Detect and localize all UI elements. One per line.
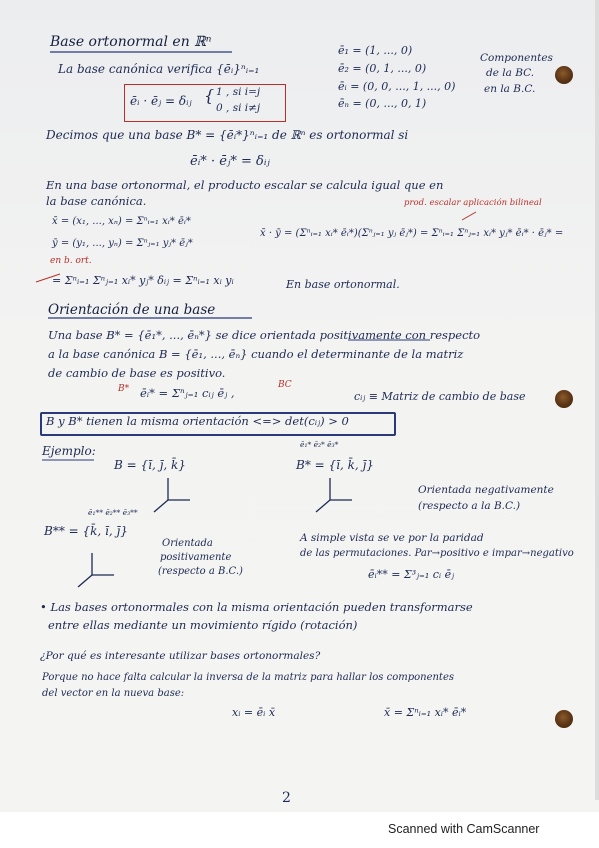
- parity-note-2: de las permutaciones. Par→positivo e impar→negativo: [300, 548, 574, 559]
- canonical-e1: ē₁ = (1, ..., 0): [338, 44, 413, 57]
- bstar-vector-labels: ē₁* ē₂* ē₃*: [300, 440, 339, 449]
- result-note: En base ortonormal.: [286, 278, 400, 291]
- positive-orientation-3: (respecto a B.C.): [158, 566, 243, 577]
- bstarstar-sum: ēᵢ** = Σ³ⱼ₌₁ cᵢ ēⱼ: [368, 568, 455, 581]
- negative-orientation-ref: (respecto a la B.C.): [418, 500, 521, 512]
- answer-line-1: Porque no hace falta calcular la inversa de la matriz para hallar los componentes: [42, 672, 454, 683]
- orientation-line-1: Una base B* = {ē₁*, ..., ēₙ*} se dice orientada positivamente con respecto: [48, 328, 481, 342]
- positive-orientation-2: positivamente: [160, 552, 232, 563]
- page-title: Base ortonormal en ℝⁿ: [50, 34, 212, 50]
- bstarstar-basis-set: B** = {k̄, ī, j̄}: [44, 524, 128, 538]
- scalar-product-line-2: la base canónica.: [46, 194, 147, 208]
- bstar-basis-set: B* = {ī, k̄, j̄}: [296, 458, 374, 472]
- canonical-base-line: La base canónica verifica {ēᵢ}ⁿᵢ₌₁: [58, 62, 260, 76]
- delta-lhs: ēᵢ · ēⱼ = δᵢⱼ: [130, 94, 192, 108]
- scanner-footer: [0, 812, 599, 848]
- rigid-motion-line-2: entre ellas mediante un movimiento rígido (rotación): [48, 618, 358, 632]
- vector-formula: x̄ = Σⁿᵢ₌₁ xᵢ* ēᵢ*: [384, 706, 467, 719]
- orientation-line-3: de cambio de base es positivo.: [48, 366, 226, 380]
- canonical-en: ēₙ = (0, ..., 0, 1): [338, 97, 427, 110]
- canonical-e2: ē₂ = (0, 1, ..., 0): [338, 62, 427, 75]
- change-of-basis-note: cᵢⱼ ≡ Matriz de cambio de base: [354, 390, 526, 403]
- orientation-line-2: a la base canónica B = {ē₁, ..., ēₙ} cuando el determinante de la matriz: [48, 347, 464, 361]
- delta-case-zero: 0 , si i≠j: [216, 102, 261, 114]
- delta-case-one: 1 , si i=j: [216, 86, 261, 98]
- red-label-bstar: B*: [118, 384, 130, 394]
- parity-note-1: A simple vista se ve por la paridad: [300, 532, 484, 544]
- delta-brace: {: [204, 86, 215, 105]
- red-note-bort: en b. ort.: [50, 256, 92, 266]
- scanner-watermark: Scanned with CamScanner: [388, 822, 540, 836]
- question: ¿Por qué es interesante utilizar bases ortonormales?: [40, 650, 321, 662]
- negative-orientation-label: Orientada negativamente: [418, 484, 554, 496]
- heading-orientation: Orientación de una base: [48, 302, 216, 318]
- positive-orientation-1: Orientada: [162, 538, 213, 549]
- red-note-bilinear: prod. escalar aplicación bilineal: [404, 198, 542, 208]
- x-definition: x̄ = (x₁, ..., xₙ) = Σⁿᵢ₌₁ xᵢ* ēᵢ*: [52, 216, 191, 227]
- result-sum: = Σⁿᵢ₌₁ Σⁿⱼ₌₁ xᵢ* yⱼ* δᵢⱼ = Σⁿᵢ₌₁ xᵢ yᵢ: [52, 274, 234, 287]
- scalar-product-line-1: En una base ortonormal, el producto escalar se calcula igual que en: [46, 178, 444, 192]
- component-formula: xᵢ = ēᵢ x̄: [232, 706, 276, 719]
- dot-expansion: x̄ · ȳ = (Σⁿᵢ₌₁ xᵢ* ēᵢ*)(Σⁿⱼ₌₁ yⱼ ēⱼ*) = Σⁿᵢ₌₁ Σⁿⱼ₌₁ xᵢ* yⱼ* ēᵢ* · ēⱼ* =: [260, 228, 564, 239]
- y-definition: ȳ = (y₁, ..., yₙ) = Σⁿⱼ₌₁ yⱼ* ēⱼ*: [52, 238, 193, 249]
- side-note-1: Componentes: [480, 52, 553, 64]
- side-note-3: en la B.C.: [484, 83, 536, 95]
- answer-line-2: del vector en la nueva base:: [42, 688, 185, 699]
- canonical-ei: ēᵢ = (0, 0, ..., 1, ..., 0): [338, 80, 456, 93]
- orientation-theorem: B y B* tienen la misma orientación <=> det(cᵢⱼ) > 0: [46, 414, 349, 428]
- side-note-2: de la BC.: [486, 67, 535, 79]
- orthonormal-condition: ēᵢ* · ēⱼ* = δᵢⱼ: [190, 154, 270, 169]
- rigid-motion-line-1: • Las bases ortonormales con la misma orientación pueden transformarse: [40, 600, 473, 614]
- canonical-basis-set: B = {ī, j̄, k̄}: [114, 458, 186, 472]
- example-label: Ejemplo:: [42, 444, 96, 458]
- bstarstar-vector-labels: ē₁** ē₂** ē₃**: [88, 508, 138, 517]
- red-label-bc: BC: [278, 380, 292, 390]
- change-of-basis-formula: ēᵢ* = Σⁿⱼ₌₁ cᵢⱼ ēⱼ ,: [140, 386, 235, 400]
- page-number: 2: [282, 790, 291, 806]
- orthonormal-definition: Decimos que una base B* = {ēᵢ*}ⁿᵢ₌₁ de ℝⁿ es ortonormal si: [46, 128, 409, 142]
